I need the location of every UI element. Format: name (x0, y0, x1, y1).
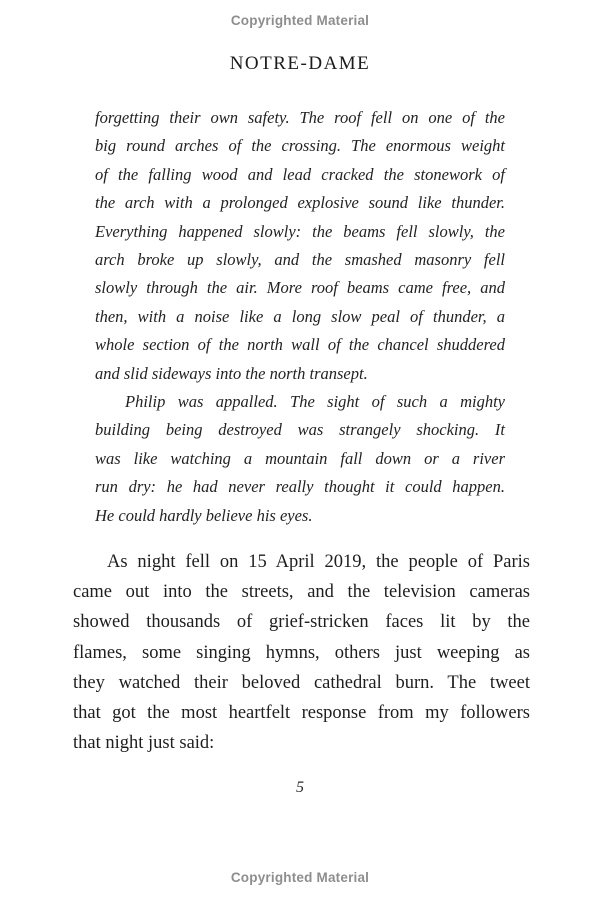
running-head-title: NOTRE-DAME (229, 53, 371, 74)
text-line: building being destroyed was strangely shocking. It (95, 420, 505, 440)
paragraph (73, 547, 530, 758)
paragraph (95, 104, 505, 388)
text-line: big round arches of the crossing. The enormous weight (95, 136, 505, 156)
body-text (73, 547, 530, 758)
block-quote (95, 104, 505, 530)
text-line: forgetting their own safety. The roof fell on one of the (95, 108, 505, 127)
text-line: the arch with a prolonged explosive sound like thunder. (95, 193, 505, 213)
text-line: As night fell on 15 April 2019, the people of Paris (107, 552, 530, 572)
text-line: of the falling wood and lead cracked the stonework of (95, 164, 505, 184)
text-line: Everything happened slowly: the beams fell slowly, the (95, 221, 505, 241)
text-line: arch broke up slowly, and the smashed masonry fell (95, 250, 505, 270)
text-line: whole section of the north wall of the chancel shuddered (95, 335, 505, 355)
copyright-notice-bottom: Copyrighted Material (230, 870, 370, 885)
text-line: that got the most heartfelt response from my followers (73, 703, 530, 724)
paragraph (95, 388, 505, 530)
text-line: and slid sideways into the north transept. (95, 363, 368, 383)
page-number: 5 (296, 779, 304, 796)
text-line: they watched their beloved cathedral burn. The tweet (73, 672, 530, 693)
text-line: run dry: he had never really thought it could happen. (95, 477, 505, 497)
text-line: that night just said: (73, 733, 215, 754)
text-line: Philip was appalled. The sight of such a mighty (125, 392, 505, 412)
text-line: showed thousands of grief-stricken faces lit by the (73, 612, 530, 633)
text-line: then, with a noise like a long slow peal of thunder, a (95, 306, 505, 326)
text-line: came out into the streets, and the television cameras (73, 582, 530, 603)
copyright-notice-top: Copyrighted Material (230, 13, 370, 28)
text-line: flames, some singing hymns, others just weeping as (73, 642, 530, 663)
text-line: He could hardly believe his eyes. (95, 505, 313, 525)
text-line: slowly through the air. More roof beams came free, and (95, 278, 505, 298)
text-line: was like watching a mountain fall down or a river (95, 448, 505, 468)
